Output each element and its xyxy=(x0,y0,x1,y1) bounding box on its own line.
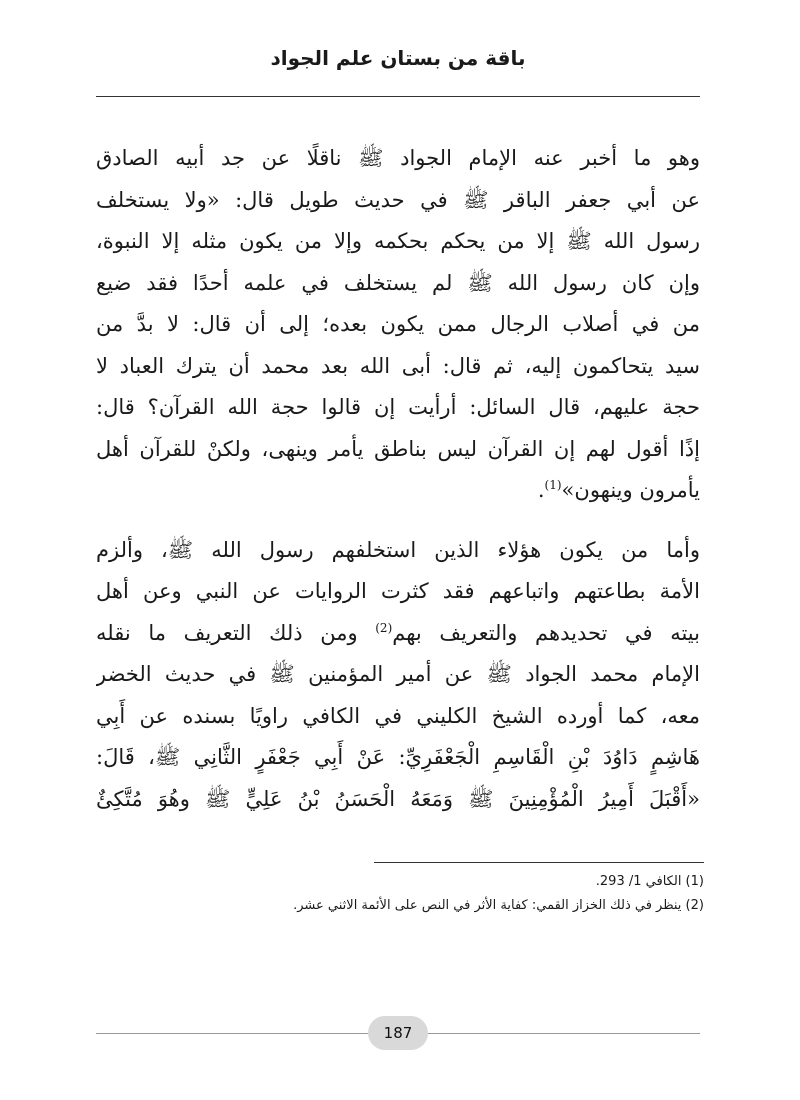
paragraph-2 xyxy=(96,530,700,821)
footnote-1: (1) الكافي 1/ 293. xyxy=(595,874,704,889)
page-number-badge xyxy=(368,1016,428,1050)
text-line: إذًا أقول لهم إن القرآن ليس بناطق يأمر وينهى، ولكنْ للقرآن أهل xyxy=(96,436,700,461)
paragraph-1 xyxy=(96,138,700,512)
text-line: وهو ما أخبر عنه الإمام الجواد ﷺ ناقلًا عن جد أبيه الصادق xyxy=(96,146,700,170)
text-line-last xyxy=(96,470,700,512)
text-line: حجة عليهم، قال السائل: أرأيت إن قالوا حجة الله القرآن؟ قال: xyxy=(96,395,700,419)
text-line-last-body: يأمرون وينهون» xyxy=(561,478,700,502)
text-line-post: ومن ذلك التعريف ما نقله xyxy=(96,620,376,645)
text-line-with-ref xyxy=(96,613,700,655)
text-line: الأمة بطاعتهم واتباعهم فقد كثرت الروايات عن النبي وعن أهل xyxy=(96,579,700,603)
text-line: وأما من يكون هؤلاء الذين استخلفهم رسول الله ﷺ، وألزم xyxy=(96,537,700,562)
text-line: «أَقْبَلَ أَمِيرُ الْمُؤْمِنِينَ ﷺ وَمَعَهُ الْحَسَنُ بْنُ عَلِيٍّ ﷺ وهُوَ مُتَّكِئٌ xyxy=(96,786,700,811)
text-line: سيد يتحاكمون إليه، ثم قال: أبى الله بعد محمد أن يترك العباد لا xyxy=(96,353,700,378)
text-line: الإمام محمد الجواد ﷺ عن أمير المؤمنين ﷺ في حديث الخضر xyxy=(96,662,700,686)
footnote-ref-2: (2) xyxy=(375,620,393,635)
running-header xyxy=(96,44,700,72)
page-number: 187 xyxy=(383,1024,413,1042)
text-line: وإن كان رسول الله ﷺ لم يستخلف في علمه أحدًا فقد ضيع xyxy=(96,270,700,295)
footnotes xyxy=(100,870,704,918)
header-rule xyxy=(96,96,700,97)
text-line: معه، كما أورده الشيخ الكليني في الكافي راويًا بسنده عن أَبِي xyxy=(96,703,700,728)
text-line: عن أبي جعفر الباقر ﷺ في حديث طويل قال: «ولا يستخلف xyxy=(96,187,700,212)
text-line: هَاشِمٍ دَاوُدَ بْنِ الْقَاسِمِ الْجَعْفَرِيِّ: عَنْ أَبِي جَعْفَرٍ الثَّانِي ﷺ، قَالَ: xyxy=(96,745,700,769)
text-line-last-tail: . xyxy=(537,478,545,502)
body-text xyxy=(96,138,700,820)
text-line: رسول الله ﷺ إلا من يحكم بحكمه وإلا من يكون مثله إلا النبوة، xyxy=(96,229,700,253)
footnote-2: (2) ينظر في ذلك الخزاز القمي: كفاية الأثر في النص على الأئمة الاثني عشر. xyxy=(293,898,704,913)
header-title: باقة من بستان علم الجواد xyxy=(270,46,526,70)
footnote-ref-1: (1) xyxy=(544,478,562,492)
text-line-pre: بيته في تحديدهم والتعريف بهم xyxy=(392,620,700,645)
footnote-rule xyxy=(374,862,704,863)
page-number-area xyxy=(96,1016,700,1050)
text-line: من في أصلاب الرجال ممن يكون بعده؛ إلى أن قال: لا بدَّ من xyxy=(96,312,700,336)
